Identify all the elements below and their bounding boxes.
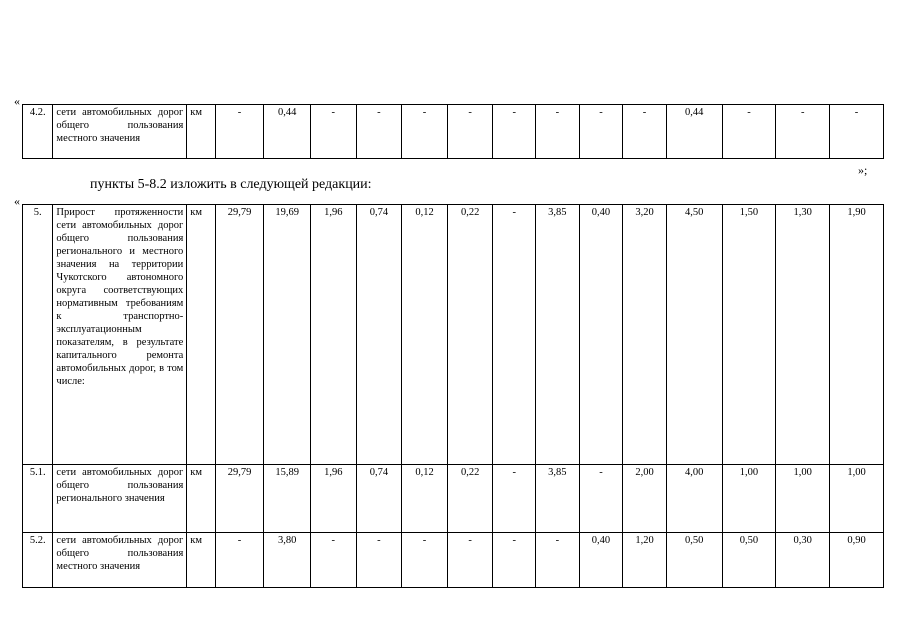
value-cell: - <box>447 533 493 588</box>
row-number-cell: 5.1. <box>23 465 53 533</box>
unit-cell: км <box>187 465 215 533</box>
value-cell: 1,20 <box>623 533 667 588</box>
value-cell: 4,00 <box>666 465 722 533</box>
table-row <box>23 105 884 159</box>
open-quote-1: « <box>14 94 20 108</box>
unit-cell: км <box>187 533 215 588</box>
value-cell: 1,90 <box>830 205 884 465</box>
row-number-cell: 4.2. <box>23 105 53 159</box>
value-cell: - <box>623 105 667 159</box>
table-row <box>23 205 884 465</box>
value-cell: 29,79 <box>215 465 264 533</box>
close-quote-1: »; <box>858 163 868 177</box>
value-cell: - <box>356 533 402 588</box>
amendment-instruction: пункты 5-8.2 изложить в следующей редакции: <box>90 177 372 192</box>
table-section-4-2 <box>22 104 884 159</box>
value-cell: - <box>215 105 264 159</box>
value-cell: - <box>215 533 264 588</box>
row-number-cell: 5.2. <box>23 533 53 588</box>
value-cell: - <box>536 105 580 159</box>
value-cell: - <box>447 105 493 159</box>
value-cell: 0,74 <box>356 205 402 465</box>
unit-cell: км <box>187 105 215 159</box>
table-row <box>23 465 884 533</box>
value-cell: 0,90 <box>830 533 884 588</box>
value-cell: 1,00 <box>722 465 776 533</box>
value-cell: 4,50 <box>666 205 722 465</box>
value-cell: 15,89 <box>264 465 311 533</box>
value-cell: - <box>493 465 536 533</box>
value-cell: - <box>722 105 776 159</box>
value-cell: 29,79 <box>215 205 264 465</box>
value-cell: 1,30 <box>776 205 830 465</box>
value-cell: - <box>493 105 536 159</box>
value-cell: - <box>493 533 536 588</box>
value-cell: - <box>356 105 402 159</box>
table-sections-5 <box>22 204 884 588</box>
row-number-cell: 5. <box>23 205 53 465</box>
value-cell: 1,96 <box>310 465 356 533</box>
value-cell: - <box>579 465 623 533</box>
value-cell: 0,44 <box>666 105 722 159</box>
value-cell: 3,85 <box>536 465 580 533</box>
value-cell: - <box>493 205 536 465</box>
value-cell: 1,50 <box>722 205 776 465</box>
indicator-name-cell: сети автомобильных дорог общего пользования местного значения <box>53 105 187 159</box>
value-cell: 1,96 <box>310 205 356 465</box>
value-cell: 2,00 <box>623 465 667 533</box>
value-cell: 0,50 <box>666 533 722 588</box>
indicator-name-cell: Прирост протяженности сети автомобильных дорог общего пользования регионального и местного значения на территории Чукотского автономного округа соответствующих нормативным требованиям к транспортно-эксплуатационным показателям, в результате капитального ремонта автомобильных дорог, в том числе: <box>53 205 187 465</box>
value-cell: - <box>579 105 623 159</box>
value-cell: 0,40 <box>579 533 623 588</box>
unit-cell: км <box>187 205 215 465</box>
value-cell: - <box>310 105 356 159</box>
value-cell: 0,30 <box>776 533 830 588</box>
value-cell: - <box>536 533 580 588</box>
value-cell: - <box>830 105 884 159</box>
value-cell: 0,74 <box>356 465 402 533</box>
value-cell: 0,40 <box>579 205 623 465</box>
value-cell: 0,50 <box>722 533 776 588</box>
value-cell: 3,20 <box>623 205 667 465</box>
value-cell: 1,00 <box>830 465 884 533</box>
value-cell: 0,22 <box>447 465 493 533</box>
value-cell: - <box>310 533 356 588</box>
value-cell: - <box>776 105 830 159</box>
open-quote-2: « <box>14 194 20 208</box>
value-cell: - <box>402 105 448 159</box>
value-cell: 1,00 <box>776 465 830 533</box>
value-cell: 3,85 <box>536 205 580 465</box>
value-cell: 0,12 <box>402 205 448 465</box>
value-cell: 0,22 <box>447 205 493 465</box>
indicator-name-cell: сети автомобильных дорог общего пользования регионального значения <box>53 465 187 533</box>
value-cell: 0,12 <box>402 465 448 533</box>
table-row <box>23 533 884 588</box>
indicator-name-cell: сети автомобильных дорог общего пользования местного значения <box>53 533 187 588</box>
value-cell: 3,80 <box>264 533 311 588</box>
value-cell: - <box>402 533 448 588</box>
value-cell: 19,69 <box>264 205 311 465</box>
value-cell: 0,44 <box>264 105 311 159</box>
